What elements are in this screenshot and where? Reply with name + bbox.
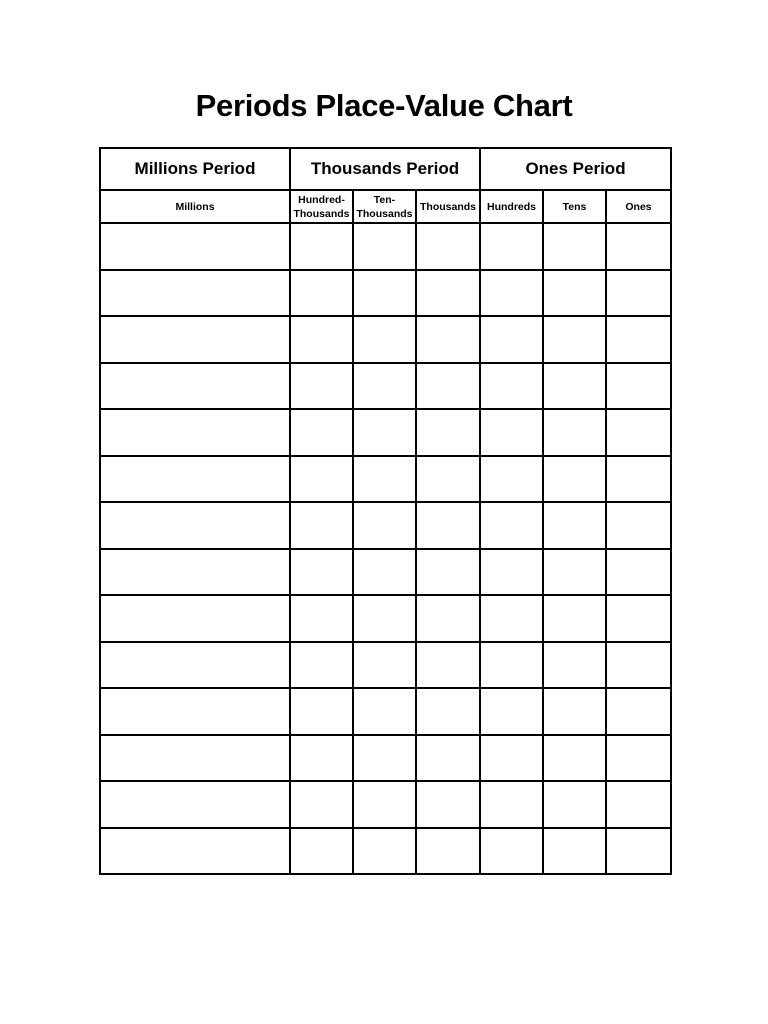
blank-cell: [480, 456, 543, 503]
blank-cell: [480, 409, 543, 456]
blank-cell: [480, 363, 543, 410]
blank-cell: [290, 595, 353, 642]
blank-cell: [290, 316, 353, 363]
blank-cell: [416, 502, 480, 549]
blank-cell: [543, 735, 606, 782]
blank-cell: [606, 549, 671, 596]
table-row: [100, 735, 671, 782]
blank-cell: [290, 781, 353, 828]
blank-cell: [606, 688, 671, 735]
blank-cell: [606, 642, 671, 689]
blank-cell: [353, 828, 416, 875]
blank-cell: [606, 502, 671, 549]
blank-cell: [100, 270, 290, 317]
blank-cell: [606, 735, 671, 782]
blank-cell: [353, 270, 416, 317]
place-value-table-body: [100, 223, 671, 874]
blank-cell: [353, 595, 416, 642]
period-header-row: [100, 148, 671, 190]
blank-cell: [100, 642, 290, 689]
thousands-period-header: Thousands Period: [290, 148, 480, 190]
place-header-tens: [543, 190, 606, 223]
blank-cell: [606, 781, 671, 828]
blank-cell: [480, 735, 543, 782]
blank-cell: [416, 828, 480, 875]
blank-cell: [480, 595, 543, 642]
blank-cell: [353, 642, 416, 689]
blank-cell: [290, 363, 353, 410]
blank-cell: [353, 735, 416, 782]
blank-cell: [290, 502, 353, 549]
place-label: Thousands: [356, 207, 413, 220]
blank-cell: [416, 735, 480, 782]
blank-cell: [543, 595, 606, 642]
blank-cell: [543, 409, 606, 456]
place-header-thousands: [416, 190, 480, 223]
blank-cell: [353, 549, 416, 596]
ones-period-header: Ones Period: [480, 148, 671, 190]
blank-cell: [416, 316, 480, 363]
blank-cell: [543, 223, 606, 270]
blank-cell: [353, 456, 416, 503]
blank-cell: [290, 270, 353, 317]
table-row: [100, 363, 671, 410]
table-row: [100, 595, 671, 642]
blank-cell: [606, 270, 671, 317]
blank-cell: [100, 456, 290, 503]
blank-cell: [353, 781, 416, 828]
blank-cell: [543, 456, 606, 503]
blank-cell: [543, 316, 606, 363]
blank-cell: [416, 223, 480, 270]
blank-cell: [480, 781, 543, 828]
blank-cell: [100, 409, 290, 456]
blank-cell: [290, 223, 353, 270]
place-label: Millions: [175, 200, 215, 213]
blank-cell: [416, 642, 480, 689]
blank-cell: [543, 642, 606, 689]
place-header-millions: [100, 190, 290, 223]
blank-cell: [290, 688, 353, 735]
table-row: [100, 642, 671, 689]
blank-cell: [353, 223, 416, 270]
blank-cell: [416, 409, 480, 456]
blank-cell: [480, 316, 543, 363]
place-header-hundreds: [480, 190, 543, 223]
blank-cell: [100, 688, 290, 735]
blank-cell: [606, 363, 671, 410]
place-label: Ones: [625, 200, 652, 213]
blank-cell: [290, 735, 353, 782]
blank-cell: [543, 502, 606, 549]
blank-cell: [416, 549, 480, 596]
blank-cell: [543, 781, 606, 828]
blank-cell: [606, 595, 671, 642]
blank-cell: [480, 223, 543, 270]
place-label: Tens: [562, 200, 587, 213]
blank-cell: [543, 688, 606, 735]
blank-cell: [353, 316, 416, 363]
blank-cell: [100, 223, 290, 270]
blank-cell: [353, 363, 416, 410]
blank-cell: [290, 642, 353, 689]
place-label: Hundred-: [298, 193, 345, 206]
blank-cell: [416, 781, 480, 828]
table-row: [100, 316, 671, 363]
blank-cell: [290, 409, 353, 456]
blank-cell: [290, 828, 353, 875]
blank-cell: [480, 688, 543, 735]
blank-cell: [290, 549, 353, 596]
place-header-ten-thousands: [353, 190, 416, 223]
table-row: [100, 456, 671, 503]
blank-cell: [416, 688, 480, 735]
blank-cell: [100, 549, 290, 596]
blank-cell: [416, 456, 480, 503]
place-header-hundred-thousands: [290, 190, 353, 223]
page-title: Periods Place-Value Chart: [195, 88, 573, 123]
blank-cell: [100, 502, 290, 549]
table-row: [100, 270, 671, 317]
table-row: [100, 828, 671, 875]
blank-cell: [290, 456, 353, 503]
blank-cell: [606, 828, 671, 875]
blank-cell: [543, 828, 606, 875]
place-header-ones: [606, 190, 671, 223]
place-label: Hundreds: [487, 200, 537, 213]
blank-cell: [416, 270, 480, 317]
place-label: Thousands: [293, 207, 350, 220]
blank-cell: [543, 363, 606, 410]
blank-cell: [543, 270, 606, 317]
place-label: Thousands: [420, 200, 477, 213]
blank-cell: [606, 223, 671, 270]
blank-cell: [100, 828, 290, 875]
blank-cell: [480, 828, 543, 875]
blank-cell: [100, 781, 290, 828]
blank-cell: [480, 549, 543, 596]
table-row: [100, 409, 671, 456]
table-row: [100, 223, 671, 270]
blank-cell: [606, 409, 671, 456]
blank-cell: [416, 363, 480, 410]
blank-cell: [100, 735, 290, 782]
blank-cell: [100, 595, 290, 642]
blank-cell: [606, 316, 671, 363]
blank-cell: [353, 502, 416, 549]
blank-cell: [543, 549, 606, 596]
blank-cell: [353, 409, 416, 456]
place-value-table: [99, 147, 672, 875]
table-row: [100, 781, 671, 828]
blank-cell: [606, 456, 671, 503]
blank-cell: [480, 270, 543, 317]
blank-cell: [480, 502, 543, 549]
blank-cell: [416, 595, 480, 642]
blank-cell: [353, 688, 416, 735]
blank-cell: [480, 642, 543, 689]
place-header-row: [100, 190, 671, 223]
blank-cell: [100, 316, 290, 363]
blank-cell: [100, 363, 290, 410]
millions-period-header: Millions Period: [100, 148, 290, 190]
table-row: [100, 549, 671, 596]
table-row: [100, 688, 671, 735]
place-label: Ten-: [373, 193, 396, 206]
table-row: [100, 502, 671, 549]
